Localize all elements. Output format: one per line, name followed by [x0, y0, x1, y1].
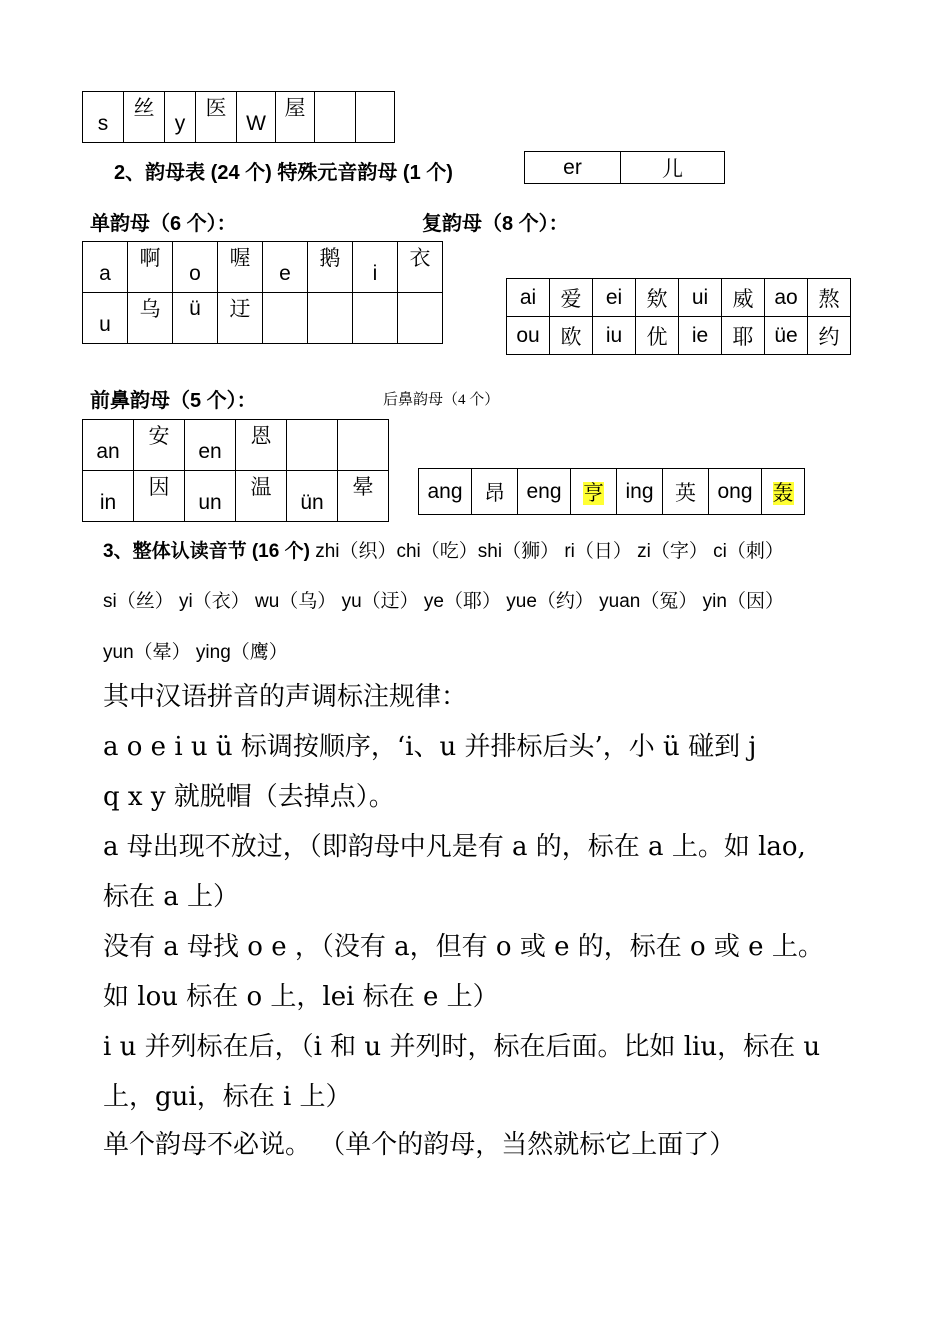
- table-cell: [308, 293, 353, 344]
- rules-line: 标在 a 上）: [103, 882, 240, 912]
- rules-line: 如 lou 标在 o 上，lei 标在 e 上）: [103, 982, 499, 1012]
- cell-pinyin: ü: [189, 297, 201, 320]
- er-table: [524, 151, 725, 184]
- table-cell: ai: [507, 279, 550, 317]
- compound-finals-heading: 复韵母（8 个）：: [422, 213, 569, 235]
- cell-pinyin: ün: [300, 491, 324, 514]
- table-cell: [398, 293, 443, 344]
- table-cell: [196, 92, 237, 143]
- table-cell: [134, 420, 185, 471]
- cell-hanzi: 乌: [139, 298, 161, 321]
- syllables-line-3: yun（晕） ying（鹰）: [103, 642, 288, 663]
- table-cell: [571, 469, 617, 515]
- table-cell: [218, 242, 263, 293]
- cell-hanzi: 丝: [133, 97, 155, 120]
- table-cell: [83, 92, 124, 143]
- table-cell: 耶: [722, 317, 765, 355]
- syllables-line-2: si（丝） yi（衣） wu（乌） yu（迂） ye（耶） yue（约） yuan（冤） yin（因）: [103, 591, 784, 612]
- table-cell: ao: [765, 279, 808, 317]
- table-cell: 欧: [550, 317, 593, 355]
- table-cell: [83, 242, 128, 293]
- top-row-table: [82, 91, 395, 143]
- cell-pinyin: in: [99, 491, 117, 514]
- table-cell: iu: [593, 317, 636, 355]
- table-cell: [398, 242, 443, 293]
- back-nasal-table: [418, 468, 805, 515]
- cell-hanzi: 啊: [139, 247, 161, 270]
- rules-title: 其中汉语拼音的声调标注规律：: [103, 682, 468, 712]
- rules-line: a o e i u ü 标调按顺序，‘i、u 并排标后头’，小 ü 碰到 j: [103, 732, 757, 762]
- rules-line: 上，gui，标在 i 上）: [103, 1082, 352, 1112]
- table-cell: ie: [679, 317, 722, 355]
- table-cell: 优: [636, 317, 679, 355]
- table-cell: [353, 293, 398, 344]
- cell-pinyin: i: [372, 262, 378, 285]
- rules-line: i u 并列标在后，（i 和 u 并列时，标在后面。比如 liu，标在 u: [103, 1032, 821, 1062]
- table-cell: [308, 242, 353, 293]
- section-3-heading: 3、整体认读音节 (16 个): [103, 541, 310, 562]
- rules-line: q x y 就脱帽（去掉点）。: [103, 782, 395, 812]
- table-cell: [185, 420, 236, 471]
- table-cell: [83, 293, 128, 344]
- cell-pinyin: y: [174, 112, 186, 135]
- table-cell: [287, 420, 338, 471]
- table-cell: [173, 242, 218, 293]
- cell-pinyin: o: [189, 262, 201, 285]
- cell-hanzi: 医: [205, 97, 227, 120]
- er-pinyin: er: [525, 152, 621, 184]
- cell-pinyin: en: [198, 440, 222, 463]
- front-nasal-table: [82, 419, 389, 522]
- cell-hanzi: 因: [148, 476, 170, 499]
- highlighted-hanzi: 轰: [772, 481, 794, 505]
- table-cell: [315, 92, 356, 143]
- table-cell: [762, 469, 805, 515]
- table-cell: [128, 293, 173, 344]
- cell-hanzi: 晕: [352, 476, 374, 499]
- table-cell: 熬: [808, 279, 851, 317]
- cell-hanzi: 喔: [229, 247, 251, 270]
- back-nasal-heading: 后鼻韵母（4 个）: [383, 392, 500, 408]
- table-cell: [338, 420, 389, 471]
- table-cell: ou: [507, 317, 550, 355]
- table-cell: 威: [722, 279, 765, 317]
- table-cell: [236, 471, 287, 522]
- cell-hanzi: 温: [250, 476, 272, 499]
- table-cell: [83, 471, 134, 522]
- table-cell: [83, 420, 134, 471]
- compound-finals-table: [506, 278, 851, 355]
- table-cell: ui: [679, 279, 722, 317]
- table-cell: [218, 293, 263, 344]
- table-cell: üe: [765, 317, 808, 355]
- table-cell: [134, 471, 185, 522]
- cell-hanzi: 屋: [284, 97, 306, 120]
- cell-pinyin: W: [246, 112, 266, 135]
- table-cell: 欸: [636, 279, 679, 317]
- rules-line: a 母出现不放过，（即韵母中凡是有 a 的，标在 a 上。如 lao,: [103, 832, 806, 862]
- table-cell: eng: [518, 469, 571, 515]
- table-cell: [287, 471, 338, 522]
- table-cell: [124, 92, 165, 143]
- rules-line: 没有 a 母找 o e ，（没有 a，但有 o 或 e 的，标在 o 或 e 上。: [103, 932, 824, 962]
- er-hanzi: 儿: [621, 152, 725, 184]
- rules-line: 单个韵母不必说。 （单个的韵母，当然就标它上面了）: [103, 1130, 736, 1160]
- table-cell: 昂: [472, 469, 518, 515]
- table-cell: 英: [663, 469, 709, 515]
- table-cell: ang: [419, 469, 472, 515]
- cell-hanzi: 鹅: [319, 247, 341, 270]
- table-cell: [128, 242, 173, 293]
- table-cell: [165, 92, 196, 143]
- cell-pinyin: an: [96, 440, 120, 463]
- table-cell: [356, 92, 395, 143]
- table-cell: [263, 293, 308, 344]
- table-cell: 爱: [550, 279, 593, 317]
- table-cell: 约: [808, 317, 851, 355]
- table-cell: [353, 242, 398, 293]
- cell-pinyin: s: [97, 112, 109, 135]
- single-finals-heading: 单韵母（6 个）：: [90, 213, 237, 235]
- cell-hanzi: 衣: [409, 247, 431, 270]
- table-cell: ei: [593, 279, 636, 317]
- table-cell: [185, 471, 236, 522]
- single-finals-table: [82, 241, 443, 344]
- cell-hanzi: 安: [148, 425, 170, 448]
- front-nasal-heading: 前鼻韵母（5 个）：: [90, 390, 257, 412]
- table-cell: [263, 242, 308, 293]
- table-cell: [237, 92, 276, 143]
- section-2-heading: 2、韵母表 (24 个) 特殊元音韵母 (1 个): [114, 162, 453, 184]
- cell-hanzi: 恩: [250, 425, 272, 448]
- cell-hanzi: 迂: [229, 298, 251, 321]
- syllables-line-1: zhi（织）chi（吃）shi（狮） ri（日） zi（字） ci（刺）: [315, 541, 784, 562]
- cell-pinyin: e: [279, 262, 291, 285]
- table-cell: ong: [709, 469, 762, 515]
- cell-pinyin: u: [99, 313, 111, 336]
- highlighted-hanzi: 亨: [583, 481, 604, 505]
- table-cell: [173, 293, 218, 344]
- section-3-line-1: [103, 536, 784, 563]
- table-cell: ing: [617, 469, 663, 515]
- cell-pinyin: a: [99, 262, 111, 285]
- table-cell: [276, 92, 315, 143]
- table-cell: [338, 471, 389, 522]
- table-cell: [236, 420, 287, 471]
- cell-pinyin: un: [198, 491, 222, 514]
